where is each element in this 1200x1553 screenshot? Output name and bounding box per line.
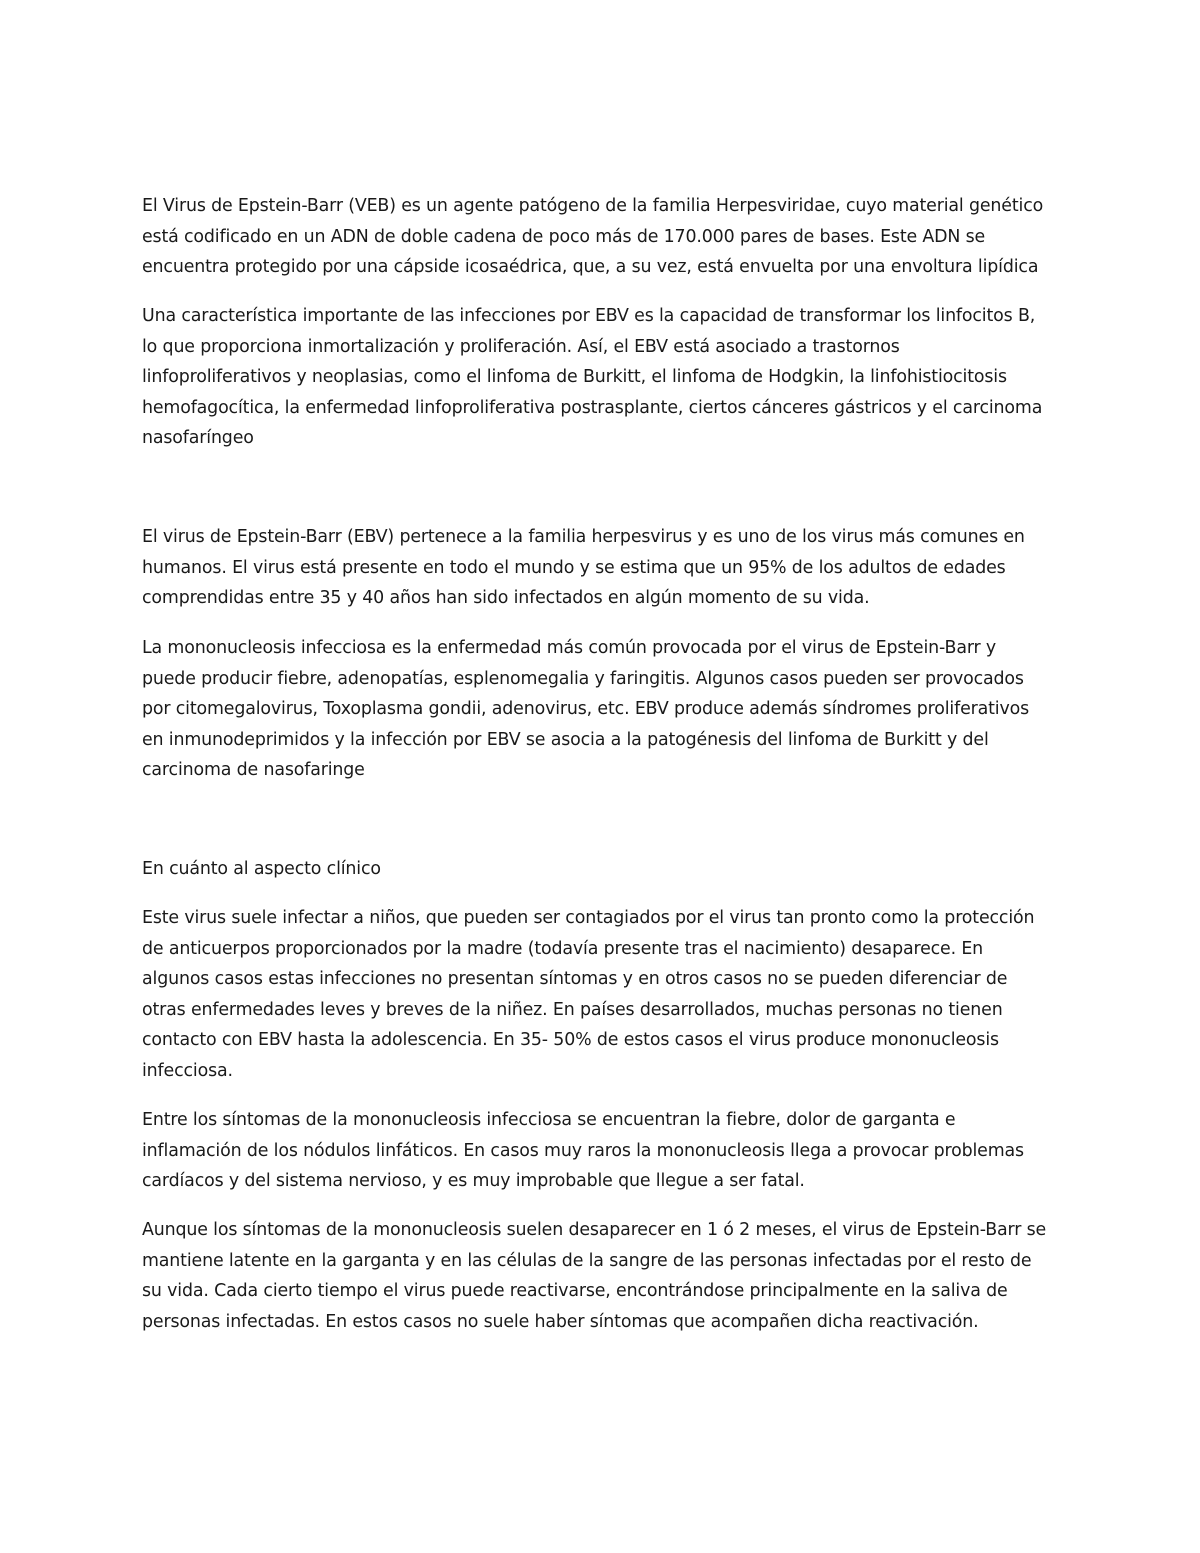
paragraph-mononucleosis [142, 633, 1067, 786]
text-line: algunos casos estas infecciones no presentan síntomas y en otros casos no se pueden diferenciar de [142, 969, 1008, 989]
text-line: Entre los síntomas de la mononucleosis infecciosa se encuentran la fiebre, dolor de garganta e [142, 1110, 956, 1130]
text-line: infecciosa. [142, 1060, 233, 1081]
text-line: hemofagocítica, la enfermedad linfoproliferativa postrasplante, ciertos cánceres gástricos y el carcinoma [142, 397, 1043, 418]
paragraph-infection-children [142, 903, 1067, 1086]
text-line: encuentra protegido por una cápside icosaédrica, que, a su vez, está envuelta por una envoltura lipídica [142, 257, 1039, 277]
section-heading: En cuánto al aspecto clínico [142, 859, 381, 879]
text-line: otras enfermedades leves y breves de la niñez. En países desarrollados, muchas personas no tienen [142, 999, 1003, 1020]
paragraph-ebv-prevalence [142, 522, 1067, 614]
text-line: cardíacos y del sistema nervioso, y es muy improbable que llegue a ser fatal. [142, 1171, 805, 1191]
text-line: está codificado en un ADN de doble cadena de poco más de 170.000 pares de bases. Este ADN se [142, 226, 986, 247]
text-line: Una característica importante de las infecciones por EBV es la capacidad de transformar los linfocitos B, [142, 306, 1036, 326]
text-line: por citomegalovirus, Toxoplasma gondii, adenovirus, etc. EBV produce además síndromes proliferativos [142, 699, 1030, 719]
text-line: nasofaríngeo [142, 428, 254, 448]
text-line: comprendidas entre 35 y 40 años han sido infectados en algún momento de su vida. [142, 588, 870, 608]
paragraph-ebv-characteristics [142, 301, 1067, 454]
paragraph-clinical-heading [142, 854, 1067, 885]
text-line: humanos. El virus está presente en todo el mundo y se estima que un 95% de los adultos de edades [142, 557, 1006, 578]
paragraph-symptoms [142, 1105, 1067, 1197]
paragraph-veb-intro [142, 191, 1067, 283]
text-line: Este virus suele infectar a niños, que pueden ser contagiados por el virus tan pronto como la protección [142, 908, 1035, 928]
text-line: su vida. Cada cierto tiempo el virus puede reactivarse, encontrándose principalmente en la saliva de [142, 1281, 1008, 1301]
text-line: lo que proporciona inmortalización y proliferación. Así, el EBV está asociado a trastornos [142, 336, 900, 357]
text-line: contacto con EBV hasta la adolescencia. En 35- 50% de estos casos el virus produce mononucleosis [142, 1030, 999, 1050]
text-line: linfoproliferativos y neoplasias, como el linfoma de Burkitt, el linfoma de Hodgkin, la linfohistiocitosis [142, 367, 1007, 387]
text-line: inflamación de los nódulos linfáticos. En casos muy raros la mononucleosis llega a provocar problemas [142, 1140, 1024, 1161]
paragraph-latency [142, 1215, 1067, 1337]
text-line: de anticuerpos proporcionados por la madre (todavía presente tras el nacimiento) desaparece. En [142, 938, 984, 959]
text-line: La mononucleosis infecciosa es la enfermedad más común provocada por el virus de Epstein-Barr y [142, 638, 997, 658]
text-line: Aunque los síntomas de la mononucleosis suelen desaparecer en 1 ó 2 meses, el virus de Epstein-Barr se [142, 1220, 1047, 1240]
text-line: personas infectadas. En estos casos no suele haber síntomas que acompañen dicha reactivación. [142, 1311, 979, 1332]
text-line: El virus de Epstein-Barr (EBV) pertenece a la familia herpesvirus y es uno de los virus más comunes en [142, 527, 1025, 547]
text-line: puede producir fiebre, adenopatías, esplenomegalia y faringitis. Algunos casos pueden ser provocados [142, 668, 1024, 689]
text-line: en inmunodeprimidos y la infección por EBV se asocia a la patogénesis del linfoma de Burkitt y del [142, 729, 989, 750]
text-line: carcinoma de nasofaringe [142, 760, 365, 780]
text-line: El Virus de Epstein-Barr (VEB) es un agente patógeno de la familia Herpesviridae, cuyo material genético [142, 196, 1044, 216]
text-line: mantiene latente en la garganta y en las células de la sangre de las personas infectadas por el resto de [142, 1250, 1032, 1271]
